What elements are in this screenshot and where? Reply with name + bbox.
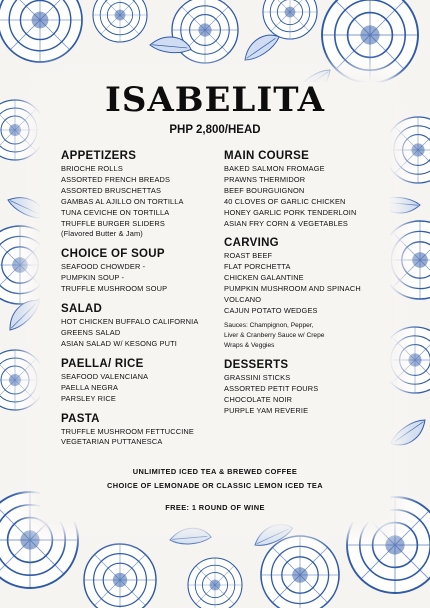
section-heading: MAIN COURSE	[224, 150, 310, 162]
menu-item: CHOCOLATE NOIR	[224, 394, 293, 404]
menu-item: ASIAN SALAD W/ KESONG PUTI	[61, 338, 178, 348]
menu-item: CAJUN POTATO WEDGES	[224, 305, 318, 315]
sauces-note-line: Sauces: Champignon, Pepper,	[224, 321, 314, 329]
menu-item: BRIOCHE ROLLS	[61, 164, 123, 173]
menu-item: ASSORTED FRENCH BREADS	[61, 174, 171, 184]
section-heading: SALAD	[61, 303, 103, 316]
wine-line: FREE: 1 ROUND OF WINE	[165, 503, 265, 512]
sauces-note	[224, 321, 399, 351]
menu-item-note: (Flavored Butter & Jam)	[61, 229, 143, 239]
section-heading: PASTA	[61, 412, 100, 425]
menu-item: VOLCANO	[224, 295, 262, 305]
menu-item: GRASSINI STICKS	[224, 372, 291, 382]
menu-item: ASIAN FRY CORN & VEGETABLES	[224, 218, 348, 228]
menu-item: FLAT PORCHETTA	[224, 262, 291, 272]
menu-item: ASSORTED BRUSCHETTAS	[61, 185, 162, 195]
menu-item: ASSORTED PETIT FOURS	[224, 383, 319, 393]
menu-item: GREENS SALAD	[61, 327, 121, 337]
lemonade-line: CHOICE OF LEMONADE OR CLASSIC LEMON ICED TEA	[107, 481, 323, 490]
menu-section-soup	[61, 248, 226, 295]
menu-section-desserts	[224, 359, 399, 417]
menu-section-pasta	[61, 413, 226, 449]
menu-item: ROAST BEEF	[224, 251, 273, 261]
section-heading: DESSERTS	[224, 358, 289, 371]
menu-item: 40 CLOVES OF GARLIC CHICKEN	[224, 196, 346, 206]
section-heading: APPETIZERS	[61, 150, 137, 162]
menu-section-carving	[224, 237, 399, 350]
menu-item: TRUFFLE BURGER SLIDERS	[61, 218, 165, 228]
menu-item: PUMPKIN SOUP -	[61, 273, 125, 283]
menu-right-column	[224, 150, 399, 425]
menu-section-appetizers	[61, 150, 226, 240]
section-heading: PAELLA/ RICE	[61, 357, 144, 370]
menu-item: SEAFOOD CHOWDER -	[61, 262, 146, 272]
menu-item: VEGETARIAN PUTTANESCA	[61, 437, 163, 447]
menu-item: PURPLE YAM REVERIE	[224, 405, 309, 415]
menu-item: CHICKEN GALANTINE	[224, 273, 304, 283]
menu-section-salad	[61, 303, 226, 350]
sauces-note-line: Wraps & Veggies	[224, 341, 275, 349]
menu-item: SEAFOOD VALENCIANA	[61, 371, 149, 381]
menu-item: TUNA CEVICHE ON TORTILLA	[61, 207, 170, 217]
price-per-head: PHP 2,800/HEAD	[169, 124, 261, 136]
menu-item: PAELLA NEGRA	[61, 382, 119, 392]
menu-item: TRUFFLE MUSHROOM SOUP	[61, 284, 168, 294]
menu-section-paella-rice	[61, 358, 226, 405]
menu-left-column	[61, 150, 226, 456]
menu-item: GAMBAS AL AJILLO ON TORTILLA	[61, 196, 184, 206]
sauces-note-line: Liver & Cranberry Sauce w/ Crepe	[224, 331, 325, 339]
drinks-line: UNLIMITED ICED TEA & BREWED COFFEE	[132, 467, 298, 476]
menu-item: BAKED SALMON FROMAGE	[224, 164, 325, 173]
menu-item: TRUFFLE MUSHROOM FETTUCCINE	[61, 426, 194, 436]
menu-item: PRAWNS THERMIDOR	[224, 174, 306, 184]
section-heading: CARVING	[224, 237, 279, 250]
menu-item: PUMPKIN MUSHROOM AND SPINACH	[224, 284, 361, 294]
menu-item: PARSLEY RICE	[61, 393, 116, 403]
menu-item: HONEY GARLIC PORK TENDERLOIN	[224, 207, 357, 217]
menu-item: BEEF BOURGUIGNON	[224, 185, 305, 195]
menu-item: HOT CHICKEN BUFFALO CALIFORNIA	[61, 317, 199, 327]
menu-title: ISABELITA	[104, 80, 326, 120]
section-heading: CHOICE OF SOUP	[61, 248, 165, 261]
menu-section-main-course	[224, 150, 399, 229]
